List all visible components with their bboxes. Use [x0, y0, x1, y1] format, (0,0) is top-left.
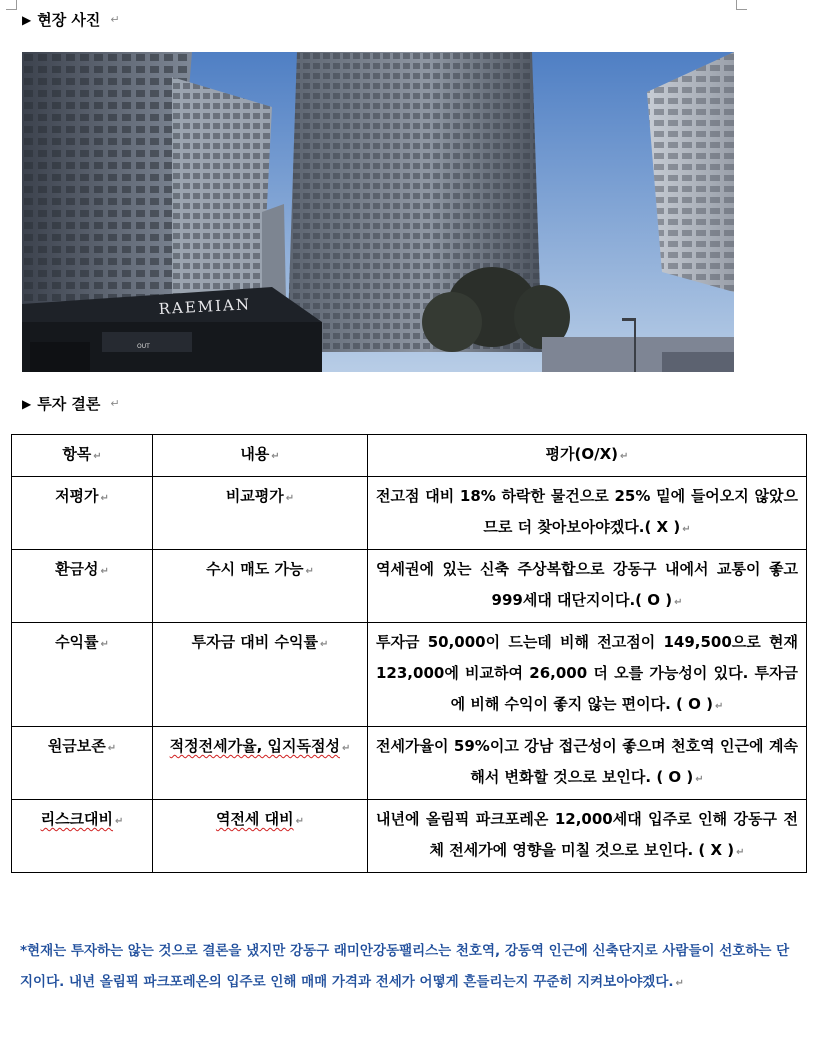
triangle-bullet-icon: ▶	[22, 12, 32, 27]
conclusion-section-title: 투자 결론	[37, 395, 101, 413]
row-content: 적정전세가율, 입지독점성 ↵	[153, 727, 368, 800]
header-item: 항목 ↵	[12, 435, 153, 477]
site-photo	[22, 52, 734, 372]
row-evaluation: 역세권에 있는 신축 주상복합으로 강동구 내에서 교통이 좋고 999세대 대단지이다.( O ) ↵	[368, 550, 807, 623]
row-content: 역전세 대비 ↵	[153, 800, 368, 873]
photo-section-title: 현장 사진	[37, 11, 101, 29]
row-content: 투자금 대비 수익률 ↵	[153, 623, 368, 727]
row-item: 저평가 ↵	[12, 477, 153, 550]
table-header-row	[12, 435, 807, 477]
table-row	[12, 727, 807, 800]
row-evaluation: 전고점 대비 18% 하락한 물건으로 25% 밑에 들어오지 않았으므로 더 찾아보아야겠다.( X ) ↵	[368, 477, 807, 550]
out-sign-text: OUT	[137, 343, 150, 350]
raemian-sign-text: RAEMIAN	[158, 295, 252, 318]
photo-section-heading	[22, 9, 120, 30]
conclusion-section-heading	[22, 393, 120, 414]
table-row	[12, 477, 807, 550]
triangle-bullet-icon: ▶	[22, 396, 32, 411]
table-row	[12, 623, 807, 727]
investment-conclusion-table	[11, 434, 807, 873]
header-evaluation: 평가(O/X) ↵	[368, 435, 807, 477]
paragraph-mark-icon: ↵	[110, 13, 120, 26]
page-corner-mark-left	[6, 0, 17, 10]
row-item: 수익률 ↵	[12, 623, 153, 727]
row-item: 환금성 ↵	[12, 550, 153, 623]
paragraph-mark-icon: ↵	[110, 397, 120, 410]
table-row	[12, 550, 807, 623]
row-content: 비교평가 ↵	[153, 477, 368, 550]
row-content: 수시 매도 가능 ↵	[153, 550, 368, 623]
header-content: 내용 ↵	[153, 435, 368, 477]
row-evaluation: 내년에 올림픽 파크포레온 12,000세대 입주로 인해 강동구 전체 전세가에 영향을 미칠 것으로 보인다. ( X ) ↵	[368, 800, 807, 873]
footnote-text: *현재는 투자하는 않는 것으로 결론을 냈지만 강동구 래미안강동팰리스는 천호역, 강동역 인근에 신축단지로 사람들이 선호하는 단지이다. 내년 올림픽 파크포레온의 입주로 인해 매매 가격과 전세가 어떻게 흔들리는지 꾸준히 지켜보아야겠다. ↵	[20, 943, 790, 990]
row-item: 리스크대비 ↵	[12, 800, 153, 873]
table-row	[12, 800, 807, 873]
row-evaluation: 투자금 50,000이 드는데 비해 전고점이 149,500으로 현재 123,000에 비교하여 26,000 더 오를 가능성이 있다. 투자금에 비해 수익이 좋지 않는 편이다. ( O ) ↵	[368, 623, 807, 727]
page-corner-mark-right	[736, 0, 747, 10]
row-item: 원금보존 ↵	[12, 727, 153, 800]
row-evaluation: 전세가율이 59%이고 강남 접근성이 좋으며 천호역 인근에 계속해서 변화할 것으로 보인다. ( O ) ↵	[368, 727, 807, 800]
